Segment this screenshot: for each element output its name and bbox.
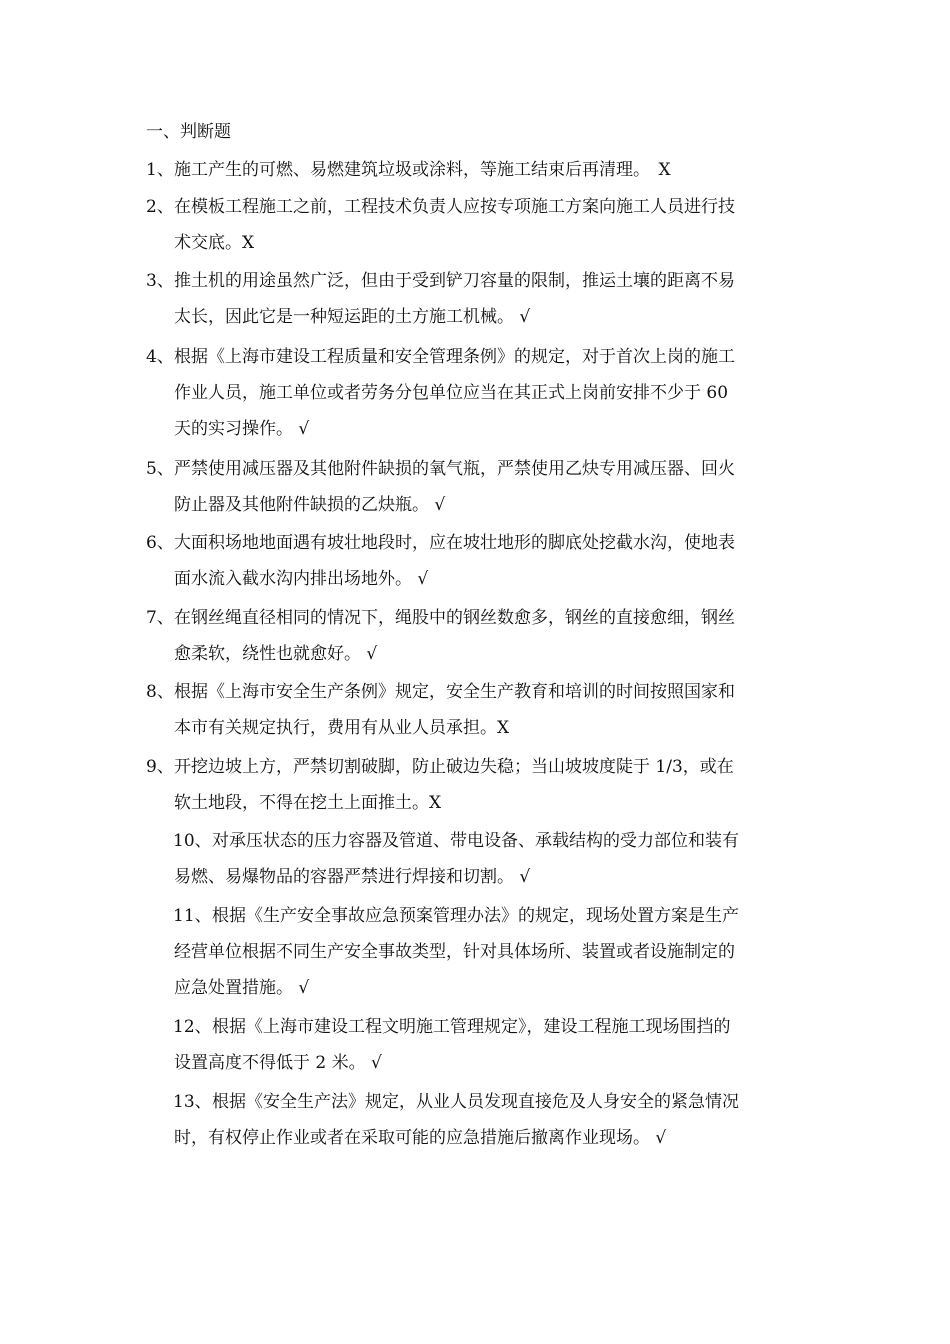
question-text: 根据《上海市建设工程文明施工管理规定》，建设工程施工现场围挡的 [212, 1017, 731, 1037]
question-continuation-line: 时，有权停止作业或者在采取可能的应急措施后撤离作业现场。 √ [174, 1128, 667, 1148]
question-first-line [173, 898, 739, 934]
question-item [146, 339, 735, 447]
question-continuation-line: 太长，因此它是一种短运距的土方施工机械。 √ [174, 307, 531, 327]
question-first-line [146, 525, 735, 561]
question-item [146, 451, 735, 523]
question-item [146, 674, 735, 746]
question-item [173, 823, 739, 895]
section-heading: 一、判断题 [146, 122, 231, 142]
question-continuation-line: 本市有关规定执行，费用有从业人员承担。X [174, 718, 510, 738]
question-text: 推土机的用途虽然广泛，但由于受到铲刀容量的限制，推运土壤的距离不易 [174, 271, 735, 291]
question-number: 4、 [146, 347, 174, 367]
question-text: 施工产生的可燃、易燃建筑垃圾或涂料，等施工结束后再清理。 X [174, 160, 671, 180]
question-first-line [146, 263, 735, 299]
question-first-line [146, 152, 671, 188]
question-number: 1、 [146, 160, 174, 180]
question-text: 根据《生产安全事故应急预案管理办法》的规定，现场处置方案是生产 [212, 906, 739, 926]
question-text: 严禁使用减压器及其他附件缺损的氧气瓶，严禁使用乙炔专用减压器、回火 [174, 459, 735, 479]
question-text: 根据《上海市安全生产条例》规定，安全生产教育和培训的时间按照国家和 [174, 682, 735, 702]
question-number: 13、 [173, 1092, 212, 1112]
question-continuation-line: 软土地段，不得在挖土上面推土。X [174, 793, 442, 813]
question-item [173, 898, 739, 1006]
question-number: 5、 [146, 459, 174, 479]
question-first-line [146, 674, 735, 710]
question-number: 11、 [173, 906, 212, 926]
question-first-line [146, 600, 735, 636]
question-continuation-line: 天的实习操作。 √ [174, 419, 310, 439]
question-text: 在模板工程施工之前，工程技术负责人应按专项施工方案向施工人员进行技 [174, 197, 735, 217]
question-continuation-line: 作业人员，施工单位或者劳务分包单位应当在其正式上岗前安排不少于 60 [174, 383, 729, 403]
question-text: 开挖边坡上方，严禁切割破脚，防止破边失稳；当山坡坡度陡于 1/3，或在 [174, 757, 734, 777]
question-continuation-line: 术交底。X [174, 233, 255, 253]
question-text: 对承压状态的压力容器及管道、带电设备、承载结构的受力部位和装有 [212, 831, 739, 851]
question-first-line [173, 1084, 739, 1120]
question-item [146, 600, 735, 672]
question-first-line [146, 339, 735, 375]
question-text: 根据《上海市建设工程质量和安全管理条例》的规定，对于首次上岗的施工 [174, 347, 735, 367]
question-number: 6、 [146, 533, 174, 553]
question-first-line [146, 749, 734, 785]
question-continuation-line: 经营单位根据不同生产安全事故类型，针对具体场所、装置或者设施制定的 [174, 942, 735, 962]
question-continuation-line: 防止器及其他附件缺损的乙炔瓶。 √ [174, 495, 446, 515]
question-item [146, 525, 735, 597]
question-item [173, 1009, 731, 1081]
question-item [173, 1084, 739, 1156]
question-number: 2、 [146, 197, 174, 217]
question-first-line [173, 823, 739, 859]
question-number: 3、 [146, 271, 174, 291]
question-item [146, 189, 735, 261]
question-number: 8、 [146, 682, 174, 702]
question-item [146, 152, 671, 188]
question-continuation-line: 愈柔软，绕性也就愈好。 √ [174, 644, 378, 664]
question-number: 7、 [146, 608, 174, 628]
question-item [146, 749, 734, 821]
question-item [146, 263, 735, 335]
question-continuation-line: 应急处置措施。 √ [174, 978, 310, 998]
question-continuation-line: 面水流入截水沟内排出场地外。 √ [174, 569, 429, 589]
question-continuation-line: 易燃、易爆物品的容器严禁进行焊接和切割。 √ [174, 867, 531, 887]
question-text: 根据《安全生产法》规定，从业人员发现直接危及人身安全的紧急情况 [212, 1092, 739, 1112]
question-number: 9、 [146, 757, 174, 777]
question-continuation-line: 设置高度不得低于 2 米。 √ [174, 1053, 382, 1073]
question-text: 在钢丝绳直径相同的情况下，绳股中的钢丝数愈多，钢丝的直接愈细，钢丝 [174, 608, 735, 628]
question-number: 10、 [173, 831, 212, 851]
question-first-line [146, 189, 735, 225]
question-first-line [146, 451, 735, 487]
question-number: 12、 [173, 1017, 212, 1037]
question-first-line [173, 1009, 731, 1045]
question-text: 大面积场地地面遇有坡壮地段时，应在坡壮地形的脚底处挖截水沟，使地表 [174, 533, 735, 553]
